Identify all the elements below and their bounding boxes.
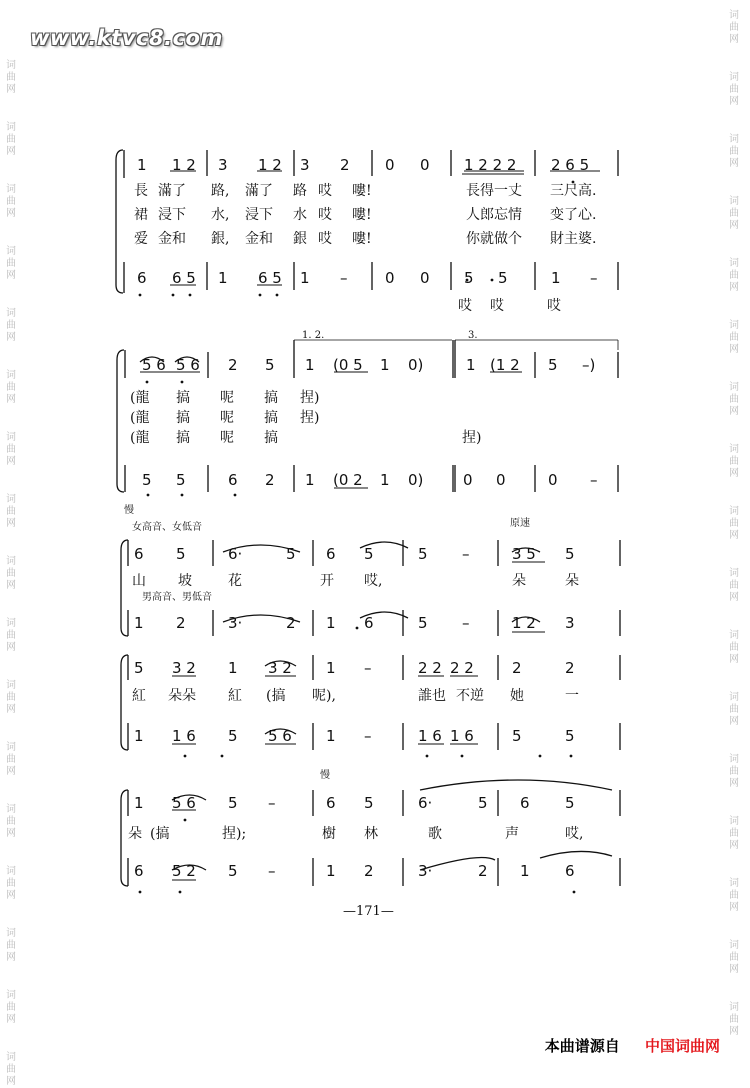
note: 6· <box>228 545 243 563</box>
lyric: 長 <box>134 183 148 199</box>
side-mark: 词 <box>6 122 16 133</box>
lyric: 長得一丈 <box>466 183 522 199</box>
note: 2 <box>364 862 374 880</box>
side-mark: 曲 <box>6 816 16 827</box>
volta-label: 1. 2. <box>302 330 325 341</box>
note: – <box>364 727 372 745</box>
side-mark: 词 <box>729 444 739 455</box>
side-mark: 网 <box>729 964 739 975</box>
side-mark: 网 <box>729 96 739 107</box>
lyric: 哎 <box>458 298 472 314</box>
lyric: 林 <box>364 826 378 842</box>
lyric: 哎 <box>318 231 332 247</box>
note: 2 <box>228 356 238 374</box>
note: 6 <box>326 545 336 563</box>
lyric: 金和 <box>158 231 186 247</box>
lyric: 呢 <box>220 390 234 406</box>
side-mark: 网 <box>729 778 739 789</box>
side-mark: 网 <box>6 1014 16 1025</box>
note: 2 <box>286 614 296 632</box>
note: 3 <box>565 614 575 632</box>
lyric: 浸下 <box>245 207 273 223</box>
note: 1 <box>305 471 315 489</box>
note: 2 6 5 <box>551 156 590 174</box>
watermark: www.ktvc8.com <box>30 26 223 50</box>
tempo-mark: 慢 <box>124 505 134 516</box>
side-mark: 词 <box>729 754 739 765</box>
note: 6 <box>134 545 144 563</box>
side-mark: 网 <box>729 282 739 293</box>
note: 1 <box>218 269 228 287</box>
note: 2 <box>265 471 275 489</box>
note: 2 2 <box>418 659 442 677</box>
lyric: 爱 <box>134 231 148 247</box>
note: 1 <box>326 862 336 880</box>
side-mark: 网 <box>6 208 16 219</box>
side-mark: 曲 <box>729 456 739 467</box>
lyric: (龍 <box>130 430 150 446</box>
note: 5 <box>265 356 275 374</box>
note: 2 <box>565 659 575 677</box>
side-mark: 网 <box>6 518 16 529</box>
note: – <box>590 269 598 287</box>
lyric: 浸下 <box>158 207 186 223</box>
side-mark: 网 <box>6 394 16 405</box>
lyric: 搞 <box>176 430 190 446</box>
note: 5 <box>228 727 238 745</box>
side-mark: 词 <box>729 568 739 579</box>
note: 1 <box>326 727 336 745</box>
side-mark: 网 <box>729 344 739 355</box>
side-mark: 曲 <box>6 1002 16 1013</box>
note: 5 <box>498 269 508 287</box>
note: 0 <box>496 471 506 489</box>
lyric: 金和 <box>245 231 273 247</box>
lyric: 不逆 <box>456 688 484 704</box>
side-mark: 词 <box>6 370 16 381</box>
note: 1 <box>134 614 144 632</box>
side-mark: 网 <box>729 902 739 913</box>
side-mark: 网 <box>6 84 16 95</box>
side-mark: 网 <box>729 158 739 169</box>
side-mark: 曲 <box>6 878 16 889</box>
side-mark: 曲 <box>729 890 739 901</box>
note: 1 6 <box>418 727 442 745</box>
note: 2 <box>478 862 488 880</box>
lyric: 哎 <box>490 298 504 314</box>
lyric: 搞 <box>176 410 190 426</box>
note: 3· <box>418 862 433 880</box>
note: 1 <box>466 356 476 374</box>
note: 2 <box>176 614 186 632</box>
note: 6 <box>364 614 374 632</box>
voice-label: 男高音、男低音 <box>142 592 212 603</box>
note: 6 <box>228 471 238 489</box>
note: 5 <box>565 545 575 563</box>
side-mark: 词 <box>729 506 739 517</box>
side-mark: 网 <box>729 840 739 851</box>
lyric: 嘍! <box>352 231 372 247</box>
side-mark: 词 <box>6 494 16 505</box>
note: 5 <box>364 545 374 563</box>
side-mark: 曲 <box>6 72 16 83</box>
side-mark: 词 <box>6 1052 16 1063</box>
side-mark: 曲 <box>729 580 739 591</box>
lyric: 呢 <box>220 410 234 426</box>
note: 3 5 <box>512 545 536 563</box>
lyric: 搞 <box>264 390 278 406</box>
note: 1 <box>134 794 144 812</box>
note: 1 2 2 2 <box>464 156 517 174</box>
lyric: 嘍! <box>352 207 372 223</box>
side-mark: 曲 <box>6 258 16 269</box>
note: 6 5 <box>258 269 282 287</box>
lyric: 水 <box>293 207 307 223</box>
note: 6 <box>326 794 336 812</box>
side-mark: 曲 <box>729 518 739 529</box>
note: 5 <box>548 356 558 374</box>
side-mark: 曲 <box>729 332 739 343</box>
side-mark: 网 <box>729 34 739 45</box>
side-mark: 网 <box>729 592 739 603</box>
lyric: 呢), <box>312 688 336 704</box>
lyric: 紅 <box>132 688 146 704</box>
lyric: 裙 <box>134 207 148 223</box>
note: 0) <box>408 471 424 489</box>
footer-site: 中国词曲网 <box>644 1037 720 1055</box>
side-mark: 曲 <box>729 146 739 157</box>
lyric: 路 <box>293 183 307 199</box>
side-mark: 词 <box>6 866 16 877</box>
note: 0 <box>420 156 430 174</box>
lyric: (搞 <box>150 826 170 842</box>
lyric: 紅 <box>228 688 242 704</box>
lyric: 她 <box>510 688 524 704</box>
note: 5 6 <box>176 356 200 374</box>
lyric: 你就做个 <box>466 231 522 247</box>
note: 0 <box>385 156 395 174</box>
note: – <box>340 269 348 287</box>
side-mark: 曲 <box>729 22 739 33</box>
lyric: 哎, <box>565 826 584 842</box>
volta-label: 3. <box>468 330 478 341</box>
side-mark: 网 <box>729 530 739 541</box>
lyric: 財主婆. <box>550 231 597 247</box>
note: 6 <box>134 862 144 880</box>
side-mark: 曲 <box>729 270 739 281</box>
side-mark: 曲 <box>6 692 16 703</box>
lyric: 一 <box>565 688 579 704</box>
side-mark: 网 <box>729 406 739 417</box>
note: 5 <box>176 471 186 489</box>
lyric: (龍 <box>130 410 150 426</box>
side-mark: 曲 <box>729 84 739 95</box>
tempo-mark: 原速 <box>510 518 530 529</box>
lyric: (搞 <box>266 688 286 704</box>
note: 1 <box>520 862 530 880</box>
lyric: 人郎忘情 <box>466 207 522 223</box>
lyric: 花 <box>228 573 242 589</box>
note: (0 2 <box>333 471 363 489</box>
side-mark: 词 <box>6 184 16 195</box>
lyric: 水, <box>211 207 230 223</box>
side-mark: 网 <box>6 642 16 653</box>
side-mark: 网 <box>6 828 16 839</box>
side-mark: 词 <box>6 680 16 691</box>
side-mark: 词 <box>729 134 739 145</box>
side-mark: 词 <box>729 630 739 641</box>
side-mark: 曲 <box>6 1064 16 1075</box>
side-mark: 词 <box>729 382 739 393</box>
note: 1 2 <box>258 156 282 174</box>
side-mark: 曲 <box>6 506 16 517</box>
note: 1 <box>228 659 238 677</box>
side-mark: 曲 <box>729 704 739 715</box>
side-mark: 曲 <box>729 952 739 963</box>
note: 1 6 <box>172 727 196 745</box>
side-mark: 词 <box>6 990 16 1001</box>
note: 3 2 <box>172 659 196 677</box>
lyric: 朵 <box>512 573 526 589</box>
note: 3 <box>300 156 310 174</box>
note: 1 <box>134 727 144 745</box>
note: 3 <box>218 156 228 174</box>
lyric: 声 <box>505 826 519 842</box>
lyric: 滿了 <box>245 183 273 199</box>
note: – <box>364 659 372 677</box>
lyric: 哎 <box>547 298 561 314</box>
side-mark: 曲 <box>6 630 16 641</box>
note: (0 5 <box>333 356 363 374</box>
note: 1 2 <box>172 156 196 174</box>
side-mark: 网 <box>6 952 16 963</box>
side-mark: 网 <box>6 270 16 281</box>
note: 0 <box>548 471 558 489</box>
note: – <box>268 794 276 812</box>
side-mark: 词 <box>6 432 16 443</box>
lyric: 路, <box>211 183 230 199</box>
lyric: 朵 <box>128 826 142 842</box>
note: – <box>590 471 598 489</box>
side-mark: 网 <box>6 766 16 777</box>
lyric: 哎 <box>318 183 332 199</box>
side-mark: 曲 <box>729 828 739 839</box>
side-mark: 网 <box>729 716 739 727</box>
side-mark: 曲 <box>6 940 16 951</box>
side-mark: 词 <box>6 618 16 629</box>
side-mark: 网 <box>6 332 16 343</box>
lyric: 嘍! <box>352 183 372 199</box>
note: 3· <box>228 614 243 632</box>
side-mark: 词 <box>6 804 16 815</box>
side-mark: 曲 <box>729 394 739 405</box>
footer <box>545 1035 720 1056</box>
lyric: 三尺高. <box>550 183 597 199</box>
side-mark: 词 <box>729 816 739 827</box>
lyric: 哎 <box>318 207 332 223</box>
side-mark: 曲 <box>729 642 739 653</box>
lyric: 朵 <box>565 573 579 589</box>
note: 1 <box>326 659 336 677</box>
note: – <box>268 862 276 880</box>
side-mark: 词 <box>6 928 16 939</box>
note: 1 <box>326 614 336 632</box>
note: 2 <box>340 156 350 174</box>
note: 6 <box>565 862 575 880</box>
side-mark: 词 <box>729 878 739 889</box>
lyric: 开 <box>320 573 334 589</box>
side-mark: 曲 <box>6 444 16 455</box>
note: 2 <box>512 659 522 677</box>
note: 1 <box>551 269 561 287</box>
side-mark: 词 <box>729 1002 739 1013</box>
lyric: 滿了 <box>158 183 186 199</box>
footer-source: 本曲谱源自 <box>544 1037 620 1055</box>
note: 5 2 <box>172 862 196 880</box>
lyric: 捏) <box>462 430 482 446</box>
note: 1 <box>137 156 147 174</box>
note: 5 <box>176 545 186 563</box>
lyric: 搞 <box>176 390 190 406</box>
side-mark: 词 <box>729 196 739 207</box>
note: 5 <box>464 269 474 287</box>
note: 5 <box>228 862 238 880</box>
lyric: (龍 <box>130 390 150 406</box>
note: 5 6 <box>142 356 166 374</box>
note: 5 <box>142 471 152 489</box>
side-mark: 词 <box>6 308 16 319</box>
side-mark: 网 <box>729 1026 739 1037</box>
lyric: 坡 <box>178 573 192 589</box>
tempo-mark: 慢 <box>320 770 330 781</box>
note: 1 <box>380 471 390 489</box>
side-mark: 词 <box>729 258 739 269</box>
note: 5 <box>565 727 575 745</box>
voice-label: 女高音、女低音 <box>132 522 202 533</box>
note: 0 <box>420 269 430 287</box>
side-mark: 网 <box>6 704 16 715</box>
note: 1 <box>300 269 310 287</box>
note: 5 <box>478 794 488 812</box>
side-mark: 词 <box>729 10 739 21</box>
side-mark: 网 <box>729 468 739 479</box>
note: 6 5 <box>172 269 196 287</box>
side-mark: 曲 <box>729 766 739 777</box>
side-mark: 网 <box>6 146 16 157</box>
side-mark: 曲 <box>6 382 16 393</box>
lyric: 变了心. <box>550 207 597 223</box>
note: 1 <box>380 356 390 374</box>
side-mark: 网 <box>729 654 739 665</box>
side-mark: 网 <box>6 890 16 901</box>
lyric: 捏); <box>222 826 247 842</box>
note: 0 <box>385 269 395 287</box>
lyric: 歌 <box>428 826 442 842</box>
note: 5 <box>418 545 428 563</box>
note: 1 2 <box>512 614 536 632</box>
side-mark: 曲 <box>729 208 739 219</box>
lyric: 誰也 <box>418 688 446 704</box>
note: – <box>462 545 470 563</box>
note: 5 <box>286 545 296 563</box>
note: 3 2 <box>268 659 292 677</box>
side-mark: 词 <box>6 246 16 257</box>
lyric: 銀, <box>211 231 230 247</box>
note: – <box>462 614 470 632</box>
lyric: 朵朵 <box>168 688 196 704</box>
note: 6· <box>418 794 433 812</box>
side-mark: 词 <box>729 72 739 83</box>
note: –) <box>582 356 596 374</box>
note: 5 6 <box>172 794 196 812</box>
lyric: 捏) <box>300 390 320 406</box>
side-mark: 词 <box>729 692 739 703</box>
side-mark: 词 <box>729 940 739 951</box>
note: (1 2 <box>490 356 520 374</box>
lyric: 搞 <box>264 430 278 446</box>
note: 2 2 <box>450 659 474 677</box>
note: 6 <box>137 269 147 287</box>
lyric: 銀 <box>293 231 307 247</box>
lyric: 樹 <box>322 826 336 842</box>
side-mark: 曲 <box>6 568 16 579</box>
note: 5 <box>134 659 144 677</box>
note: 5 <box>565 794 575 812</box>
side-mark: 网 <box>6 1076 16 1087</box>
side-mark: 词 <box>729 320 739 331</box>
side-mark: 曲 <box>729 1014 739 1025</box>
side-mark: 曲 <box>6 196 16 207</box>
note: 6 <box>520 794 530 812</box>
page-number: —171— <box>343 904 394 919</box>
side-mark: 网 <box>729 220 739 231</box>
note: 0 <box>463 471 473 489</box>
side-mark: 词 <box>6 742 16 753</box>
note: 5 6 <box>268 727 292 745</box>
note: 0) <box>408 356 424 374</box>
lyric: 山 <box>132 573 146 589</box>
side-mark: 曲 <box>6 754 16 765</box>
side-mark: 网 <box>6 456 16 467</box>
lyric: 呢 <box>220 430 234 446</box>
side-mark: 网 <box>6 580 16 591</box>
lyric: 捏) <box>300 410 320 426</box>
note: 1 6 <box>450 727 474 745</box>
side-mark: 曲 <box>6 134 16 145</box>
note: 1 <box>305 356 315 374</box>
note: 5 <box>418 614 428 632</box>
note: 5 <box>512 727 522 745</box>
side-mark: 曲 <box>6 320 16 331</box>
side-mark: 词 <box>6 556 16 567</box>
lyric: 搞 <box>264 410 278 426</box>
note: 5 <box>228 794 238 812</box>
side-mark: 词 <box>6 60 16 71</box>
note: 5 <box>364 794 374 812</box>
lyric: 哎, <box>364 573 383 589</box>
